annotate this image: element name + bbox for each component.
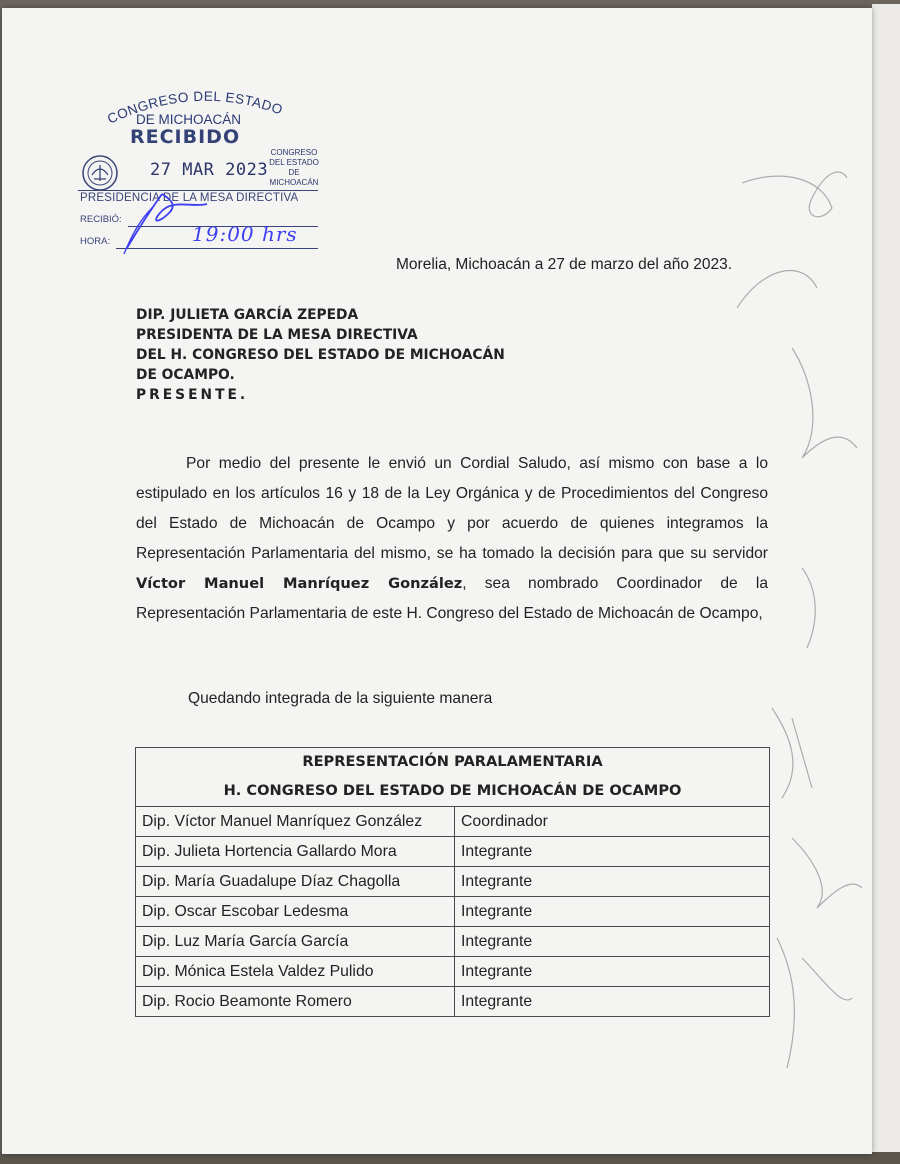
paragraph-text-after: , sea nombrado Coordinador de la Representación Parlamentaria de este H. Congreso del Estado de Michoacán de Ocampo, [136,575,769,623]
table-row [136,807,770,837]
member-name: Dip. María Guadalupe Díaz Chagolla [136,867,455,897]
member-role: Integrante [455,897,770,927]
paragraph-text-before: Por medio del presente le envió un Cordial Saludo, así mismo con base a lo estipulado en los artículos 16 y 18 de la Ley Orgánica y de Procedimientos del Congreso del Estado de Michoacán de Ocampo y por acuerdo de quienes integramos la Representación Parlamentaria del mismo, se ha tomado la decisión para que su servidor [136,455,768,563]
stamp-small-line: CONGRESO [270,148,318,157]
coordinator-name: Víctor Manuel Manríquez González [136,575,463,593]
member-role: Integrante [455,867,770,897]
stamp-small-line: DE MICHOACÁN [269,168,319,187]
table-title: REPRESENTACIÓN PARALAMENTARIA [136,748,770,775]
member-role: Integrante [455,987,770,1017]
table-intro: Quedando integrada de la siguiente manera [188,690,493,707]
stamp-hora-handwritten: 19:00 hrs [192,222,298,246]
stamp-date: 27 MAR 2023 [150,160,269,180]
table-subtitle-row [136,774,770,807]
stamp-presidencia: PRESIDENCIA DE LA MESA DIRECTIVA [80,192,299,204]
table-row [136,867,770,897]
member-role: Integrante [455,957,770,987]
member-name: Dip. Rocio Beamonte Romero [136,987,455,1017]
table-row [136,897,770,927]
body-paragraph [136,449,768,630]
member-name: Dip. Oscar Escobar Ledesma [136,897,455,927]
table-row [136,957,770,987]
representation-table [135,747,770,1017]
member-role: Integrante [455,927,770,957]
addressee-line: DE OCAMPO. [136,367,235,383]
stamp-arc-line2: DE MICHOACÁN [136,112,242,127]
stamp-arc-line1: CONGRESO DEL ESTADO [105,88,285,127]
member-name: Dip. Víctor Manuel Manríquez González [136,807,455,837]
addressee-line: DEL H. CONGRESO DEL ESTADO DE MICHOACÁN [136,347,505,363]
table-row [136,837,770,867]
member-name: Dip. Julieta Hortencia Gallardo Mora [136,837,455,867]
stamp-recibio-label: RECIBIÓ: [80,214,122,225]
addressee-line: DIP. JULIETA GARCÍA ZEPEDA [136,307,359,323]
member-name: Dip. Luz María García García [136,927,455,957]
letter-date: Morelia, Michoacán a 27 de marzo del año 2023. [396,256,733,273]
member-role: Coordinador [455,807,770,837]
member-name: Dip. Mónica Estela Valdez Pulido [136,957,455,987]
table-title-row [136,748,770,775]
table-subtitle: H. CONGRESO DEL ESTADO DE MICHOACÁN DE OCAMPO [136,774,770,807]
stamp-small-line: DEL ESTADO [269,158,319,167]
addressee-presente: PRESENTE. [136,387,249,403]
addressee-block [136,305,505,405]
stamp-hora-label: HORA: [80,236,111,247]
addressee-line: PRESIDENTA DE LA MESA DIRECTIVA [136,327,418,343]
stamp-recibido: RECIBIDO [130,126,241,148]
signature-scribble [2,8,332,268]
table-row [136,987,770,1017]
table-row [136,927,770,957]
member-role: Integrante [455,837,770,867]
document-page [2,8,872,1154]
paper-edge [872,4,900,1156]
